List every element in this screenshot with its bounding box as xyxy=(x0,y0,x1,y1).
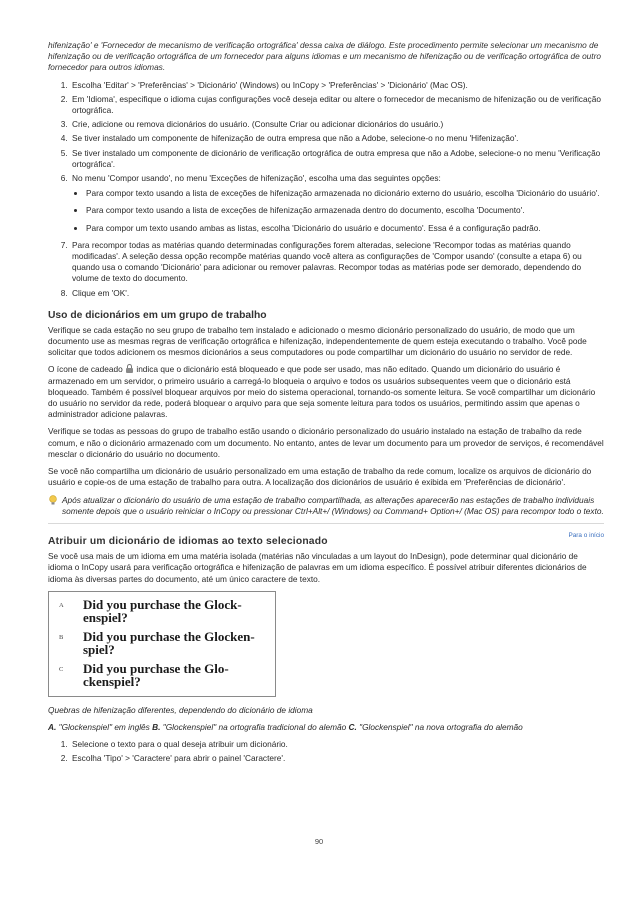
legend-text: "Glockenspiel" na ortografia tradicional do alemão xyxy=(160,721,349,732)
figure-text xyxy=(83,662,229,689)
document-page xyxy=(48,40,604,771)
legend-label: C. xyxy=(348,721,357,732)
step-item: 5. Se tiver instalado um componente de dicionário de verificação ortográfica de outra empresa que não a Adobe, selecione-o no menu 'Verificação ortográfica'. xyxy=(70,148,604,170)
paragraph: Verifique se cada estação no seu grupo de trabalho tem instalado e adicionado o mesmo dicionário personalizado do usuário, de modo que um documento use as mesmas regras de verificação ortográfica e hifenização, independentemente de quem esteja executando o trabalho. Você pode solicitar que todos adicionem os mesmos dicionários a seus computadores ou pode compartilhar um dicionário do usuário no servidor de rede. xyxy=(48,324,587,358)
paragraph-text: indica que o dicionário está bloqueado e que pode ser usado, mas não editado. Quando um dicionário do usuário é armazenado em um servidor, o primeiro usuário a carregá-lo bloqueia o arquivo e todos os usuários subsequentes veem que o dicionário está bloqueado. Também é possível bloquear arquivos por meio do sistema operacional, tornando-os somente leitura. Se você compartilhar um dicionário do usuário no servidor da rede, poderá bloquear o arquivo para que seja somente leitura para todos os usuários, permitindo assim que apenas o administrador adicione palavras. xyxy=(48,364,596,420)
legend-label: A. xyxy=(48,721,57,732)
lightbulb-icon xyxy=(48,495,58,506)
figure-text xyxy=(83,630,255,657)
figure-line: enspiel? xyxy=(83,610,128,626)
step-item: 2. Escolha 'Tipo' > 'Caractere' para abrir o painel 'Caractere'. xyxy=(70,753,604,764)
figure-label: A xyxy=(59,601,64,609)
figure-label: B xyxy=(59,633,64,641)
legend-text: "Glockenspiel" em inglês xyxy=(56,721,153,732)
figure-caption: Quebras de hifenização diferentes, dependendo do dicionário de idioma xyxy=(48,704,313,715)
page-number: 90 xyxy=(314,837,324,846)
step-text: No menu 'Compor usando', no menu 'Exceções de hifenização', escolha uma das seguintes opções: xyxy=(72,173,441,184)
option-item: • Para compor texto usando a lista de exceções de hifenização armazenada no dicionário externo do usuário, escolha 'Dicionário do usuário'. xyxy=(86,188,604,199)
legend-text: "Glockenspiel" na nova ortografia do alemão xyxy=(356,721,523,732)
figure-line: Did you purchase the Glock- xyxy=(83,596,242,612)
step-item xyxy=(70,173,604,234)
paragraph: Verifique se todas as pessoas do grupo de trabalho estão usando o dicionário personalizado do usuário instalado na estação de trabalho da rede comum, e não o dicionário armazenado com um documento. No entanto, antes de levar um documento para um provedor de serviços, é recomendável mesclar o dicionário do usuário no documento. xyxy=(48,426,604,459)
option-item: • Para compor texto usando a lista de exceções de hifenização armazenada dentro do documento, escolha 'Documento'. xyxy=(86,205,604,216)
paragraph-text: O ícone de cadeado xyxy=(48,364,126,375)
tip-text: Após atualizar o dicionário do usuário de uma estação de trabalho compartilhada, as alterações aparecerão nas estações de trabalho individuais somente depois que o usuário reiniciar o InCopy ou pressionar Ctrl+Alt+/ (Windows) ou Command+ Option+/ (Mac OS) para recompor todo o texto. xyxy=(62,494,604,516)
option-item: • Para compor um texto usando ambas as listas, escolha 'Dicionário do usuário e documento'. Essa é a configuração padrão. xyxy=(86,223,604,234)
lock-icon xyxy=(126,364,133,373)
legend-label: B. xyxy=(152,721,161,732)
step-item: 2. Em 'Idioma', especifique o idioma cujas configurações você deseja editar ou altere o fornecedor de mecanismo de hifenização ou de verificação ortográfica. xyxy=(70,94,604,116)
figure-line: ckenspiel? xyxy=(83,674,141,690)
section-divider xyxy=(48,523,604,524)
step-item: 4. Se tiver instalado um componente de hifenização de outra empresa que não a Adobe, selecione-o no menu 'Hifenização'. xyxy=(70,133,604,144)
intro-paragraph: hifenização' e 'Fornecedor de mecanismo de verificação ortográfica' dessa caixa de diálogo. Este procedimento permite selecionar um mecanismo de hifenização ou de verificação ortográfica de um fornecedor para alguns idiomas e um mecanismo de hifenização ou de verificação ortográfica de outro fornecedor para outros idiomas. xyxy=(48,40,601,73)
figure-label: C xyxy=(59,665,64,673)
figure-line: spiel? xyxy=(83,642,115,658)
section-heading-assign-dictionary: Atribuir um dicionário de idiomas ao texto selecionado xyxy=(48,536,328,548)
paragraph xyxy=(48,364,604,420)
tip-note xyxy=(48,495,604,517)
section-header xyxy=(48,530,604,548)
figure-text xyxy=(83,598,242,625)
paragraph: Se você usa mais de um idioma em uma matéria isolada (matérias não vinculadas a um layout do InDesign), pode determinar qual dicionário de idioma o InCopy usará para verificação ortográfica e hifenização de palavras em um idioma específico. É possível atribuir diferentes dicionários de idioma às diversas partes do documento, até um único caractere de texto. xyxy=(48,551,587,584)
figure-line: Did you purchase the Glocken- xyxy=(83,628,255,644)
hyphenation-figure xyxy=(48,591,276,697)
section-heading-workgroup: Uso de dicionários em um grupo de trabalho xyxy=(48,309,267,321)
figure-legend xyxy=(48,722,604,733)
step-item: 8. Clique em 'OK'. xyxy=(70,288,604,299)
step-item: 3. Crie, adicione ou remova dicionários do usuário. (Consulte Criar ou adicionar dicionários do usuário.) xyxy=(70,119,604,130)
step-item: 7. Para recompor todas as matérias quando determinadas configurações forem alteradas, selecione 'Recompor todas as matérias quando modificadas'. A seleção dessa opção recompõe matérias quando você altera as configurações de 'Compor usando' (consulte a etapa 6) ou quando usa o comando 'Dicionário' para adicionar ou remover palavras. Recompor todas as matérias pode ser demorado, dependendo do volume de texto do documento. xyxy=(70,240,604,285)
back-to-top-link[interactable]: Para o início xyxy=(568,531,604,539)
step-item: 1. Selecione o texto para o qual deseja atribuir um dicionário. xyxy=(70,739,604,750)
options-list xyxy=(72,188,604,234)
steps-list-1 xyxy=(48,80,604,299)
figure-line: Did you purchase the Glo- xyxy=(83,660,229,676)
paragraph: Se você não compartilha um dicionário de usuário personalizado em uma estação de trabalho da rede comum, localize os arquivos de dicionário do usuário e copie-os de uma estação de trabalho para outra. A localização dos dicionários de usuário é exibida em 'Preferências de dicionário'. xyxy=(48,466,592,488)
steps-list-2 xyxy=(48,739,604,764)
step-item: 1. Escolha 'Editar' > 'Preferências' > 'Dicionário' (Windows) ou InCopy > 'Preferências' > 'Dicionário' (Mac OS). xyxy=(70,80,604,91)
